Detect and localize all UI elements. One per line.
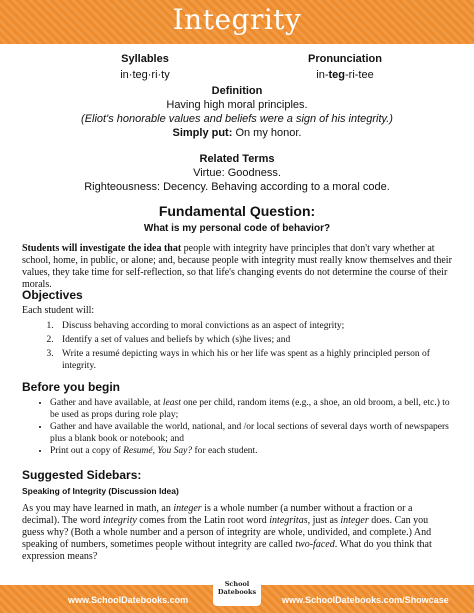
footer-link-home[interactable]: www.SchoolDatebooks.com: [68, 595, 189, 605]
page-title: Integrity: [172, 3, 302, 36]
sidebar-emphasis: integer: [340, 515, 369, 526]
before-item-text: one per child, random items (e.g., a shoe, an old broom, a bell, etc.) to be used as props during role play;: [50, 398, 450, 420]
objective-item: 1. Discuss behaving according to moral convictions as an aspect of integrity;: [56, 320, 452, 332]
sidebar-text: , just as: [307, 515, 341, 526]
before-item-text: Gather and have available, at: [50, 398, 163, 408]
sidebar-emphasis: two-faced: [295, 539, 335, 550]
before-item: • Gather and have available the world, national, and /or local sections of several days worth of newspapers plus a blank book or notebook; and: [50, 421, 450, 445]
simply-put-text: On my honor.: [232, 127, 302, 139]
before-item: [50, 445, 450, 457]
related-term-righteousness: Righteousness: Decency. Behaving according to a moral code.: [84, 181, 390, 193]
footer-link-showcase[interactable]: www.SchoolDatebooks.com/Showcase: [282, 595, 449, 605]
syllables-block: [90, 53, 200, 81]
related-terms-heading: Related Terms: [199, 153, 275, 165]
sidebar-subheading: Speaking of Integrity (Discussion Idea): [22, 486, 179, 496]
school-datebooks-logo: [213, 576, 261, 606]
sidebar-emphasis: integritas: [269, 515, 308, 526]
pronunciation-stress: teg: [328, 69, 345, 81]
objectives-heading: Objectives: [22, 288, 83, 302]
sidebar-emphasis: integrity: [102, 515, 137, 526]
intro-text: people with integrity have principles that don't vary whether at school, home, in public, or alone; and, because people with integrity must really know themselves and their values, they take time for self-reflection, so that life's changing events do not determine the course of their morals.: [22, 243, 452, 290]
logo-line: Datebooks: [217, 588, 257, 596]
related-term-virtue: Virtue: Goodness.: [193, 167, 281, 179]
sidebar-text: is a whole number (a number without a fraction or a decimal). The word: [22, 503, 413, 526]
simply-put-label: Simply put:: [172, 127, 233, 139]
pronunciation-value: [290, 69, 400, 81]
pronunciation-heading: Pronunciation: [308, 53, 382, 65]
pronunciation-post: -ri-tee: [345, 69, 374, 81]
objectives-list: [22, 320, 452, 374]
syllables-heading: Syllables: [121, 53, 169, 65]
before-item-text: for each student.: [192, 446, 258, 456]
sidebar-emphasis: integer: [173, 503, 202, 514]
intro-paragraph: [22, 243, 452, 291]
sidebar-text: As you may have learned in math, an: [22, 503, 174, 514]
before-you-begin-heading: Before you begin: [22, 380, 121, 394]
before-item-text: Print out a copy of: [50, 446, 124, 456]
objectives-intro: Each student will:: [22, 305, 95, 316]
sidebar-text: does. Can you guess why? (Both a whole number and a person of integrity are whole, undivided, and complete.) And speaking of numbers, sometimes people without integrity are called: [22, 515, 432, 550]
simply-put: [0, 126, 474, 140]
sidebar-text: comes from the Latin root word: [136, 515, 270, 526]
before-item: [50, 397, 450, 421]
definition-heading: Definition: [211, 85, 263, 97]
fundamental-question: What is my personal code of behavior?: [143, 223, 331, 234]
fundamental-question-heading: Fundamental Question:: [158, 203, 316, 219]
sidebar-text: . What do you think that expression means?: [22, 539, 432, 562]
pronunciation-block: [290, 53, 400, 81]
before-item-emphasis: least: [162, 398, 181, 408]
definition-text: Having high moral principles.: [166, 99, 308, 111]
pronunciation-pre: in-: [316, 69, 329, 81]
sidebar-paragraph: [22, 503, 452, 563]
objective-item: 3. Write a resumé depicting ways in which his or her life was spent as a highly principled person of integrity.: [56, 348, 452, 372]
definition-example: (Eliot's honorable values and beliefs were a sign of his integrity.): [81, 113, 393, 125]
objective-item: 2. Identify a set of values and beliefs by which (s)he lives; and: [56, 334, 452, 346]
logo-line: School: [224, 580, 250, 588]
syllables-value: in·teg·ri·ty: [120, 69, 170, 81]
header-banner: [0, 0, 474, 44]
suggested-sidebars-heading: Suggested Sidebars:: [22, 468, 142, 482]
before-item-emphasis: Resumé, You Say?: [123, 446, 193, 456]
before-list: [22, 397, 450, 457]
intro-lead: Students will investigate the idea that: [22, 243, 182, 254]
